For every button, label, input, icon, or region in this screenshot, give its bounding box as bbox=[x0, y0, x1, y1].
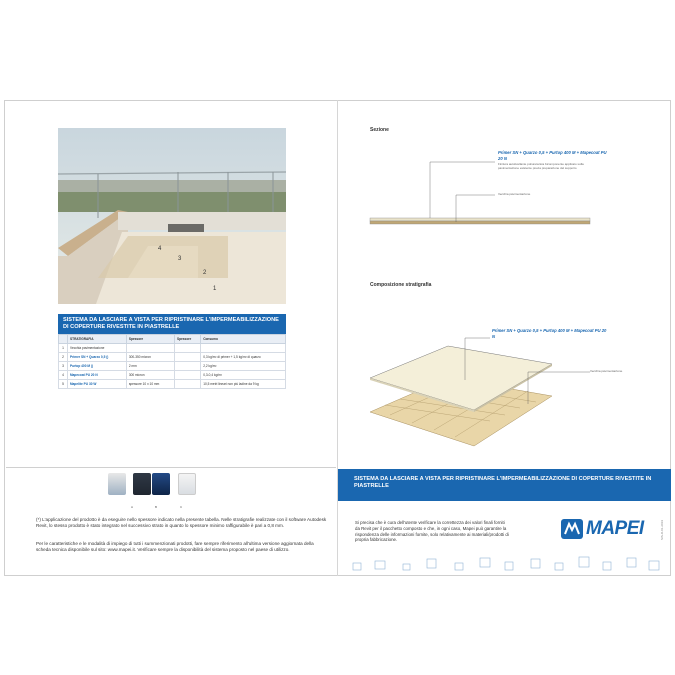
row-name: Primer SN + Quarzo 0,5 () bbox=[68, 353, 127, 362]
terrace-photo bbox=[58, 128, 286, 304]
table-row bbox=[59, 344, 286, 353]
document-code: SIS-R-01-2019 bbox=[660, 520, 664, 541]
row-thickness-2 bbox=[174, 371, 200, 380]
row-number: 1 bbox=[59, 344, 68, 353]
row-consumption bbox=[201, 344, 286, 353]
table-header bbox=[59, 335, 68, 344]
section-callout-detail: Finitura autolivellante poliuretanica bicomponente applicato sulla pavimentazione esistente previa preparazione del supporto bbox=[498, 162, 584, 170]
row-thickness-2 bbox=[174, 380, 200, 389]
row-name: Vecchia pavimentazione bbox=[68, 344, 127, 353]
decorative-cube-pattern bbox=[345, 553, 667, 573]
row-name: Mapecoat PU 20 N bbox=[68, 371, 127, 380]
row-thickness: 300-350 micron bbox=[126, 353, 174, 362]
section-title: Sezione bbox=[370, 127, 389, 133]
row-thickness-2 bbox=[174, 344, 200, 353]
row-thickness bbox=[126, 344, 174, 353]
layers-table bbox=[58, 334, 286, 389]
table-header: Spessore bbox=[126, 335, 174, 344]
stratigraphy-old-floor-label: Vecchia pavimentazione bbox=[590, 369, 623, 373]
row-name: Mapelite PU 30 W bbox=[68, 380, 127, 389]
section-callout: Primer SN + Quarzo 0,5 + Purtop 400 M + Mapecoat PU 20 N bbox=[498, 150, 607, 161]
row-number: 5 bbox=[59, 380, 68, 389]
row-consumption: 0,3-0,4 kg/m² bbox=[201, 371, 286, 380]
stratigraphy-title: Composizione stratigrafia bbox=[370, 282, 432, 288]
disclaimer-text: Si precisa che è cura dell'utente verificare la correttezza dei valori finali forniti da Revit per il pacchetto composto e che, in ogni caso, Mapei può garantire la rispondenza delle informazioni fornite, solo relativamente ai materiali/prodotti di propria fabbricazione. bbox=[355, 520, 509, 543]
row-consumption: 10,5 metri lineari non più ladine da 9 kg bbox=[201, 380, 286, 389]
photo-label-3: 3 bbox=[178, 256, 182, 262]
mapei-logo bbox=[560, 517, 656, 541]
row-consumption: 2,2 kg/m² bbox=[201, 362, 286, 371]
row-thickness: 2 mm bbox=[126, 362, 174, 371]
row-number: 2 bbox=[59, 353, 68, 362]
swatch-label-a: A bbox=[131, 505, 134, 509]
photo-label-4: 4 bbox=[158, 246, 162, 252]
row-thickness-2 bbox=[174, 353, 200, 362]
stratigraphy-drawing bbox=[360, 320, 610, 460]
table-row bbox=[59, 353, 286, 362]
page-divider bbox=[337, 100, 338, 576]
mapei-logo-icon bbox=[560, 518, 584, 540]
product-bucket-d-icon bbox=[178, 473, 196, 495]
photo-label-1: 1 bbox=[213, 286, 217, 292]
left-footer-rule bbox=[6, 467, 336, 468]
row-consumption: 0,3 kg/m² di primer + 1,5 kg/m² di quarzo bbox=[201, 353, 286, 362]
table-header: STRATIGRAFIA bbox=[68, 335, 127, 344]
table-row bbox=[59, 362, 286, 371]
mapei-logo-text: MAPEI bbox=[586, 518, 644, 539]
product-bucket-a-icon bbox=[108, 473, 126, 495]
row-number: 4 bbox=[59, 371, 68, 380]
product-bucket-c-icon bbox=[152, 473, 170, 495]
photo-label-2: 2 bbox=[203, 270, 207, 276]
table-header-row bbox=[59, 335, 286, 344]
table-header: Spessore bbox=[174, 335, 200, 344]
swatch-label-c: C bbox=[180, 505, 183, 509]
stratigraphy-callout: Primer SN + Quarzo 0,5 + Purtop 400 M + Mapecoat PU 20 N bbox=[492, 328, 607, 339]
product-bucket-b-icon bbox=[133, 473, 151, 495]
table-header: Consumo bbox=[201, 335, 286, 344]
swatch-label-b: B bbox=[155, 505, 158, 509]
row-name: Purtop 400 M () bbox=[68, 362, 127, 371]
row-number: 3 bbox=[59, 362, 68, 371]
system-banner: SISTEMA DA LASCIARE A VISTA PER RIPRISTINARE L'IMPERMEABILIZZAZIONE DI COPERTURE RIVESTITE IN PIASTRELLE bbox=[338, 469, 671, 501]
application-note: (*) L'applicazione del prodotto è da eseguire nello spessore indicato nella presente tabella. Nelle stratigrafie realizzate con il software Autodesk Revit, lo stesso prodotto è stato integrato nel successivo strato in quanto lo spessore minimo raffigurabile è pari a 0,8 mm. bbox=[36, 517, 327, 528]
row-thickness-2 bbox=[174, 362, 200, 371]
reference-note: Per le caratteristiche e le modalità di impiego di tutti i summenzionati prodotti, fare sempre riferimento all'ultima versione aggiornata della scheda tecnica disponibile sul sito: www.mapei.it. Verificare sempre la disponibilità del sistema proposto nel paese di utilizzo. bbox=[36, 541, 314, 552]
table-row bbox=[59, 380, 286, 389]
row-thickness: spessore 10 x 10 mm bbox=[126, 380, 174, 389]
section-old-floor-label: Vecchia pavimentazione bbox=[498, 192, 531, 196]
stratigraphy-table bbox=[58, 314, 286, 389]
table-title: SISTEMA DA LASCIARE A VISTA PER RIPRISTINARE L'IMPERMEABILIZZAZIONE DI COPERTURE RIVESTITE IN PIASTRELLE bbox=[58, 314, 286, 334]
table-row bbox=[59, 371, 286, 380]
row-thickness: 300 micron bbox=[126, 371, 174, 380]
product-images bbox=[106, 470, 206, 500]
